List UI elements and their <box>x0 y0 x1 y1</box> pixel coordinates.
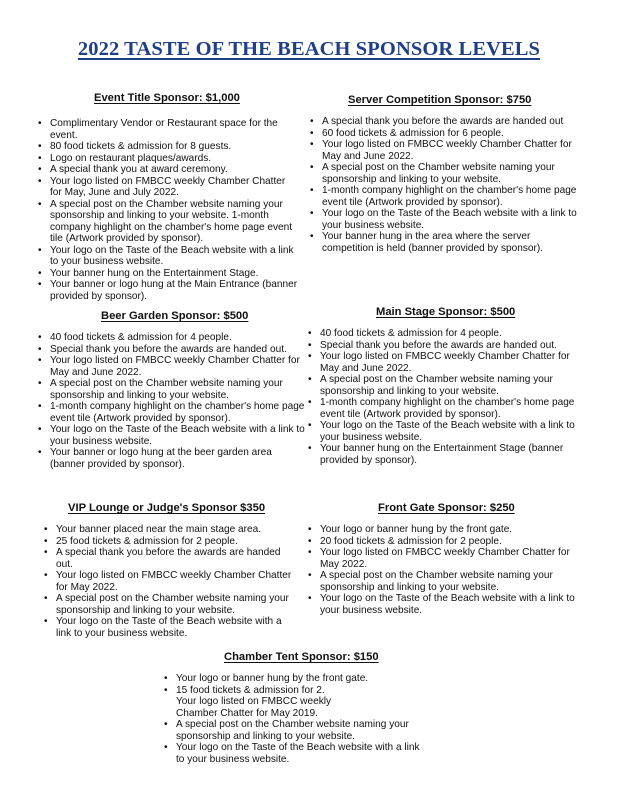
list-item: • Your logo listed on FMBCC weekly Chamber Chatter for May and June 2022. <box>50 355 308 378</box>
benefit-list <box>36 118 298 302</box>
benefit-list <box>162 673 424 765</box>
list-item: • Logo on restaurant plaques/awards. <box>50 153 298 165</box>
section-heading: Event Title Sponsor: $1,000 <box>94 92 240 104</box>
benefit-list <box>308 116 580 254</box>
list-item: • Your logo on the Taste of the Beach website with a link to your business website. <box>56 616 292 639</box>
list-item: • A special post on the Chamber website naming your sponsorship and linking to your website. <box>176 719 424 742</box>
list-item: • Your logo listed on FMBCC weekly Chamber Chatter for May and June 2022. <box>320 351 588 374</box>
list-item: • Special thank you before the awards are handed out. <box>320 340 588 352</box>
section-heading: Server Competition Sponsor: $750 <box>348 94 532 106</box>
list-item: • A special post on the Chamber website naming your sponsorship and linking to your website. <box>50 378 308 401</box>
section-heading: Main Stage Sponsor: $500 <box>376 306 516 318</box>
list-item: • A special post on the Chamber website naming your sponsorship and linking to your website. <box>320 374 588 397</box>
benefit-list <box>306 328 588 466</box>
section-heading: VIP Lounge or Judge's Sponsor $350 <box>68 502 266 514</box>
list-item: • Your logo on the Taste of the Beach website with a link to your business website. <box>322 208 580 231</box>
list-item: • Your banner or logo hung at the beer garden area (banner provided by sponsor). <box>50 447 308 470</box>
list-item: • Your logo listed on FMBCC weekly Chamber Chatter for May, June and July 2022. <box>50 176 298 199</box>
list-item: • 1-month company highlight on the chamber's home page event tile (Artwork provided by sponsor). <box>320 397 588 420</box>
list-item: • Your logo on the Taste of the Beach website with a link to your business website. <box>176 742 424 765</box>
list-item: • A special thank you before the awards are handed out <box>322 116 580 128</box>
list-item: • A special post on the Chamber website naming your sponsorship and linking to your website. <box>322 162 580 185</box>
list-item: • 15 food tickets & admission for 2. <box>176 685 424 697</box>
main-stage-sponsor-section <box>306 306 588 466</box>
list-item: • A special thank you at award ceremony. <box>50 164 298 176</box>
front-gate-sponsor-section <box>306 502 588 616</box>
vip-lounge-sponsor-section <box>42 502 292 639</box>
benefit-list <box>36 332 308 470</box>
list-item: • 40 food tickets & admission for 4 people. <box>320 328 588 340</box>
section-heading: Beer Garden Sponsor: $500 <box>101 310 249 322</box>
list-item: • 1-month company highlight on the chamber's home page event tile (Artwork provided by sponsor). <box>322 185 580 208</box>
chamber-tent-sponsor-section <box>162 651 424 765</box>
list-item: Your logo listed on FMBCC weekly Chamber Chatter for May 2019. <box>176 696 332 719</box>
section-heading: Chamber Tent Sponsor: $150 <box>224 651 379 663</box>
list-item: • Your banner hung on the Entertainment Stage (banner provided by sponsor). <box>320 443 588 466</box>
list-item: • Your logo listed on FMBCC weekly Chamber Chatter for May and June 2022. <box>322 139 580 162</box>
section-heading: Front Gate Sponsor: $250 <box>378 502 515 514</box>
list-item: • 20 food tickets & admission for 2 people. <box>320 536 588 548</box>
list-item: • A special thank you before the awards are handed out. <box>56 547 292 570</box>
list-item: • Complimentary Vendor or Restaurant space for the event. <box>50 118 298 141</box>
benefit-list <box>42 524 292 639</box>
list-item: • Your logo on the Taste of the Beach website with a link to your business website. <box>320 593 588 616</box>
list-item: • A special post on the Chamber website naming your sponsorship and linking to your website. 1-month company highlight on the chamber's home page event tile (Artwork provided by sponsor). <box>50 199 298 245</box>
list-item: • Your banner or logo hung at the Main Entrance (banner provided by sponsor). <box>50 279 298 302</box>
list-item: • Your logo on the Taste of the Beach website with a link to your business website. <box>50 424 308 447</box>
event-title-sponsor-section <box>36 92 298 302</box>
list-item: • Your logo on the Taste of the Beach website with a link to your business website. <box>50 245 298 268</box>
list-item: • Your banner hung on the Entertainment Stage. <box>50 268 298 280</box>
page-title: 2022 TASTE OF THE BEACH SPONSOR LEVELS <box>77 38 541 60</box>
server-competition-sponsor-section <box>308 94 580 254</box>
list-item: • Your logo listed on FMBCC weekly Chamber Chatter for May 2022. <box>56 570 292 593</box>
list-item: • Your banner placed near the main stage area. <box>56 524 292 536</box>
list-item: • Your logo or banner hung by the front gate. <box>176 673 424 685</box>
list-item: • Your logo on the Taste of the Beach website with a link to your business website. <box>320 420 588 443</box>
list-item: • 1-month company highlight on the chamber's home page event tile (Artwork provided by sponsor). <box>50 401 308 424</box>
list-item: • A special post on the Chamber website naming your sponsorship and linking to your website. <box>320 570 588 593</box>
beer-garden-sponsor-section <box>36 310 308 470</box>
list-item: • Your logo listed on FMBCC weekly Chamber Chatter for May 2022. <box>320 547 588 570</box>
list-item: • 60 food tickets & admission for 6 people. <box>322 128 580 140</box>
list-item: • Special thank you before the awards are handed out. <box>50 344 308 356</box>
list-item: • 80 food tickets & admission for 8 guests. <box>50 141 298 153</box>
list-item: • Your banner hung in the area where the server competition is held (banner provided by sponsor). <box>322 231 580 254</box>
list-item: • Your logo or banner hung by the front gate. <box>320 524 588 536</box>
list-item: • 40 food tickets & admission for 4 people. <box>50 332 308 344</box>
list-item: • 25 food tickets & admission for 2 people. <box>56 536 292 548</box>
list-item: • A special post on the Chamber website naming your sponsorship and linking to your website. <box>56 593 292 616</box>
benefit-list <box>306 524 588 616</box>
